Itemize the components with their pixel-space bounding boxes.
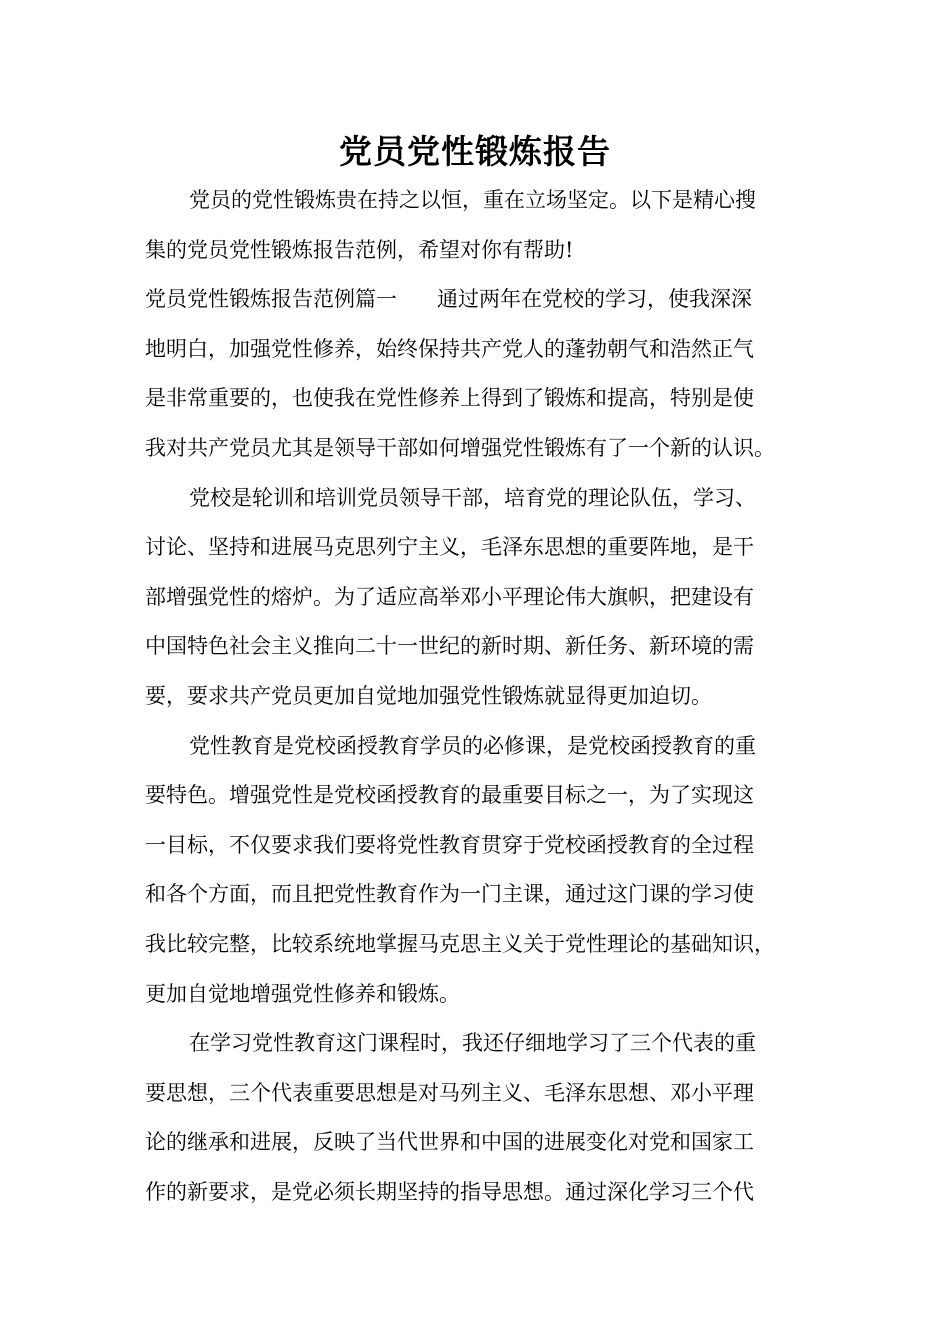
- section-heading: 党员党性锻炼报告范例篇一: [145, 287, 397, 312]
- paragraph-text: 通过两年在党校的学习，使我深深: [437, 287, 752, 312]
- paragraph-line: 地明白，加强党性修养，始终保持共产党人的蓬勃朝气和浩然正气: [145, 336, 754, 361]
- paragraph-line: 要思想，三个代表重要思想是对马列主义、毛泽东思想、邓小平理: [145, 1080, 754, 1105]
- paragraph-line: 我比较完整，比较系统地掌握马克思主义关于党性理论的基础知识，: [145, 931, 775, 956]
- paragraph-line: 和各个方面，而且把党性教育作为一门主课，通过这门课的学习使: [145, 882, 754, 907]
- paragraph-line: 党员的党性锻炼贵在持之以恒，重在立场坚定。以下是精心搜: [189, 188, 756, 212]
- paragraph-line: 论的继承和进展，反映了当代世界和中国的进展变化对党和国家工: [145, 1130, 754, 1155]
- paragraph-line: 在学习党性教育这门课程时，我还仔细地学习了三个代表的重: [189, 1031, 756, 1056]
- section-heading-line: [145, 275, 805, 325]
- paragraph-line: 作的新要求，是党必须长期坚持的指导思想。通过深化学习三个代: [145, 1179, 754, 1204]
- document-title: 党员党性锻炼报告: [339, 132, 611, 171]
- paragraph-line: 更加自觉地增强党性修养和锻炼。: [145, 981, 460, 1006]
- paragraph-line: 一目标，不仅要求我们要将党性教育贯穿于党校函授教育的全过程: [145, 832, 754, 857]
- paragraph-line: 集的党员党性锻炼报告范例，希望对你有帮助!: [145, 237, 574, 262]
- paragraph-line: 党性教育是党校函授教育学员的必修课，是党校函授教育的重: [189, 733, 756, 758]
- paragraph-line: 我对共产党员尤其是领导干部如何增强党性锻炼有了一个新的认识。: [145, 435, 775, 460]
- paragraph-line: 要，要求共产党员更加自觉地加强党性锻炼就显得更加迫切。: [145, 683, 712, 708]
- paragraph-line: 中国特色社会主义推向二十一世纪的新时期、新任务、新环境的需: [145, 634, 754, 659]
- paragraph-line: 部增强党性的熔炉。为了适应高举邓小平理论伟大旗帜，把建设有: [145, 584, 754, 609]
- paragraph-line: 是非常重要的，也使我在党性修养上得到了锻炼和提高，特别是使: [145, 386, 754, 411]
- paragraph-line: 要特色。增强党性是党校函授教育的最重要目标之一，为了实现这: [145, 783, 754, 808]
- document-body: [145, 176, 805, 1217]
- paragraph-line: 党校是轮训和培训党员领导干部，培育党的理论队伍，学习、: [189, 485, 756, 510]
- paragraph-line: 讨论、坚持和进展马克思列宁主义，毛泽东思想的重要阵地，是干: [145, 535, 754, 560]
